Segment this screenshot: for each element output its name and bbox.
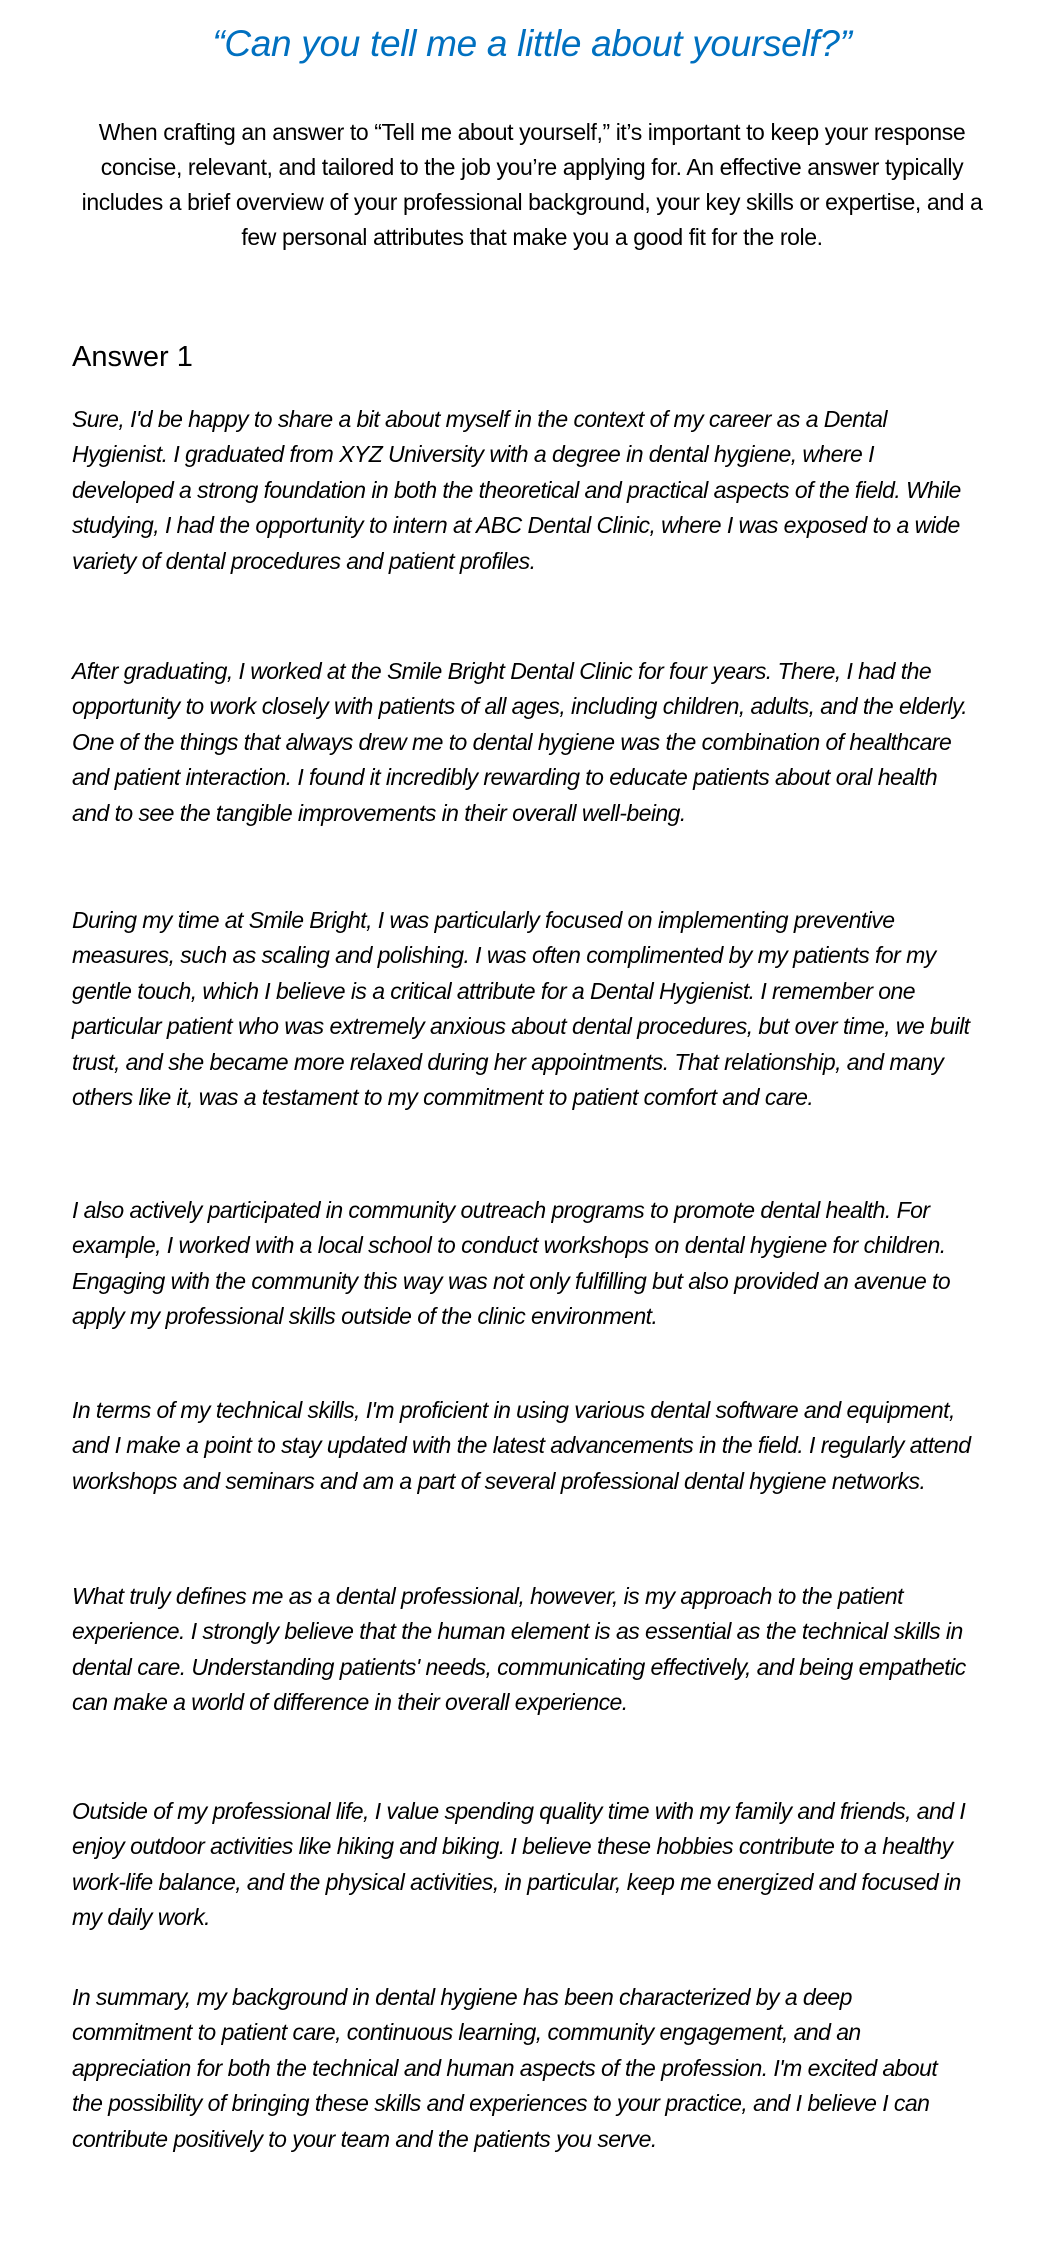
answer-paragraph: In terms of my technical skills, I'm proficient in using various dental software and equipment, and I make a point to stay updated with the latest advancements in the field. I regularly attend workshops and seminars and am a part of several professional dental hygiene networks.	[72, 1397, 971, 1494]
document-title: “Can you tell me a little about yourself?”	[212, 23, 852, 64]
answer-paragraph: In summary, my background in dental hygiene has been characterized by a deep commitment to patient care, continuous learning, community engagement, and an appreciation for both the technical and human aspects of the profession. I'm excited about the possibility of bringing these skills and experiences to your practice, and I believe I can contribute positively to your team and the patients you serve.	[72, 1984, 938, 2152]
answer-heading: Answer 1	[72, 341, 193, 373]
answer-paragraph: What truly defines me as a dental professional, however, is my approach to the patient experience. I strongly believe that the human element is as essential as the technical skills in dental care. Understanding patients' needs, communicating effectively, and being empathetic can make a world of difference in their overall experience.	[72, 1583, 966, 1716]
answer-paragraph: Outside of my professional life, I value spending quality time with my family and friends, and I enjoy outdoor activities like hiking and biking. I believe these hobbies contribute to a healthy work-life balance, and the physical activities, in particular, keep me energized and focused in my daily work.	[72, 1798, 966, 1931]
intro-paragraph: When crafting an answer to “Tell me about yourself,” it’s important to keep your response concise, relevant, and tailored to the job you’re applying for. An effective answer typically includes a brief overview of your professional background, your key skills or expertise, and a few personal attributes that make you a good fit for the role.	[81, 119, 983, 250]
answer-paragraph: I also actively participated in community outreach programs to promote dental health. For example, I worked with a local school to conduct workshops on dental hygiene for children. Engaging with the community this way was not only fulfilling but also provided an avenue to apply my professional skills outside of the clinic environment.	[72, 1197, 951, 1330]
answer-paragraph: During my time at Smile Bright, I was particularly focused on implementing preventive measures, such as scaling and polishing. I was often complimented by my patients for my gentle touch, which I believe is a critical attribute for a Dental Hygienist. I remember one particular patient who was extremely anxious about dental procedures, but over time, we built trust, and she became more relaxed during her appointments. That relationship, and many others like it, was a testament to my commitment to patient comfort and care.	[72, 907, 970, 1111]
answer-paragraph: After graduating, I worked at the Smile Bright Dental Clinic for four years. There, I had the opportunity to work closely with patients of all ages, including children, adults, and the elderly. One of the things that always drew me to dental hygiene was the combination of healthcare and patient interaction. I found it incredibly rewarding to educate patients about oral health and to see the tangible improvements in their overall well-being.	[72, 658, 968, 826]
answer-paragraph: Sure, I'd be happy to share a bit about myself in the context of my career as a Dental Hygienist. I graduated from XYZ University with a degree in dental hygiene, where I developed a strong foundation in both the theoretical and practical aspects of the field. While studying, I had the opportunity to intern at ABC Dental Clinic, where I was exposed to a wide variety of dental procedures and patient profiles.	[72, 406, 961, 574]
